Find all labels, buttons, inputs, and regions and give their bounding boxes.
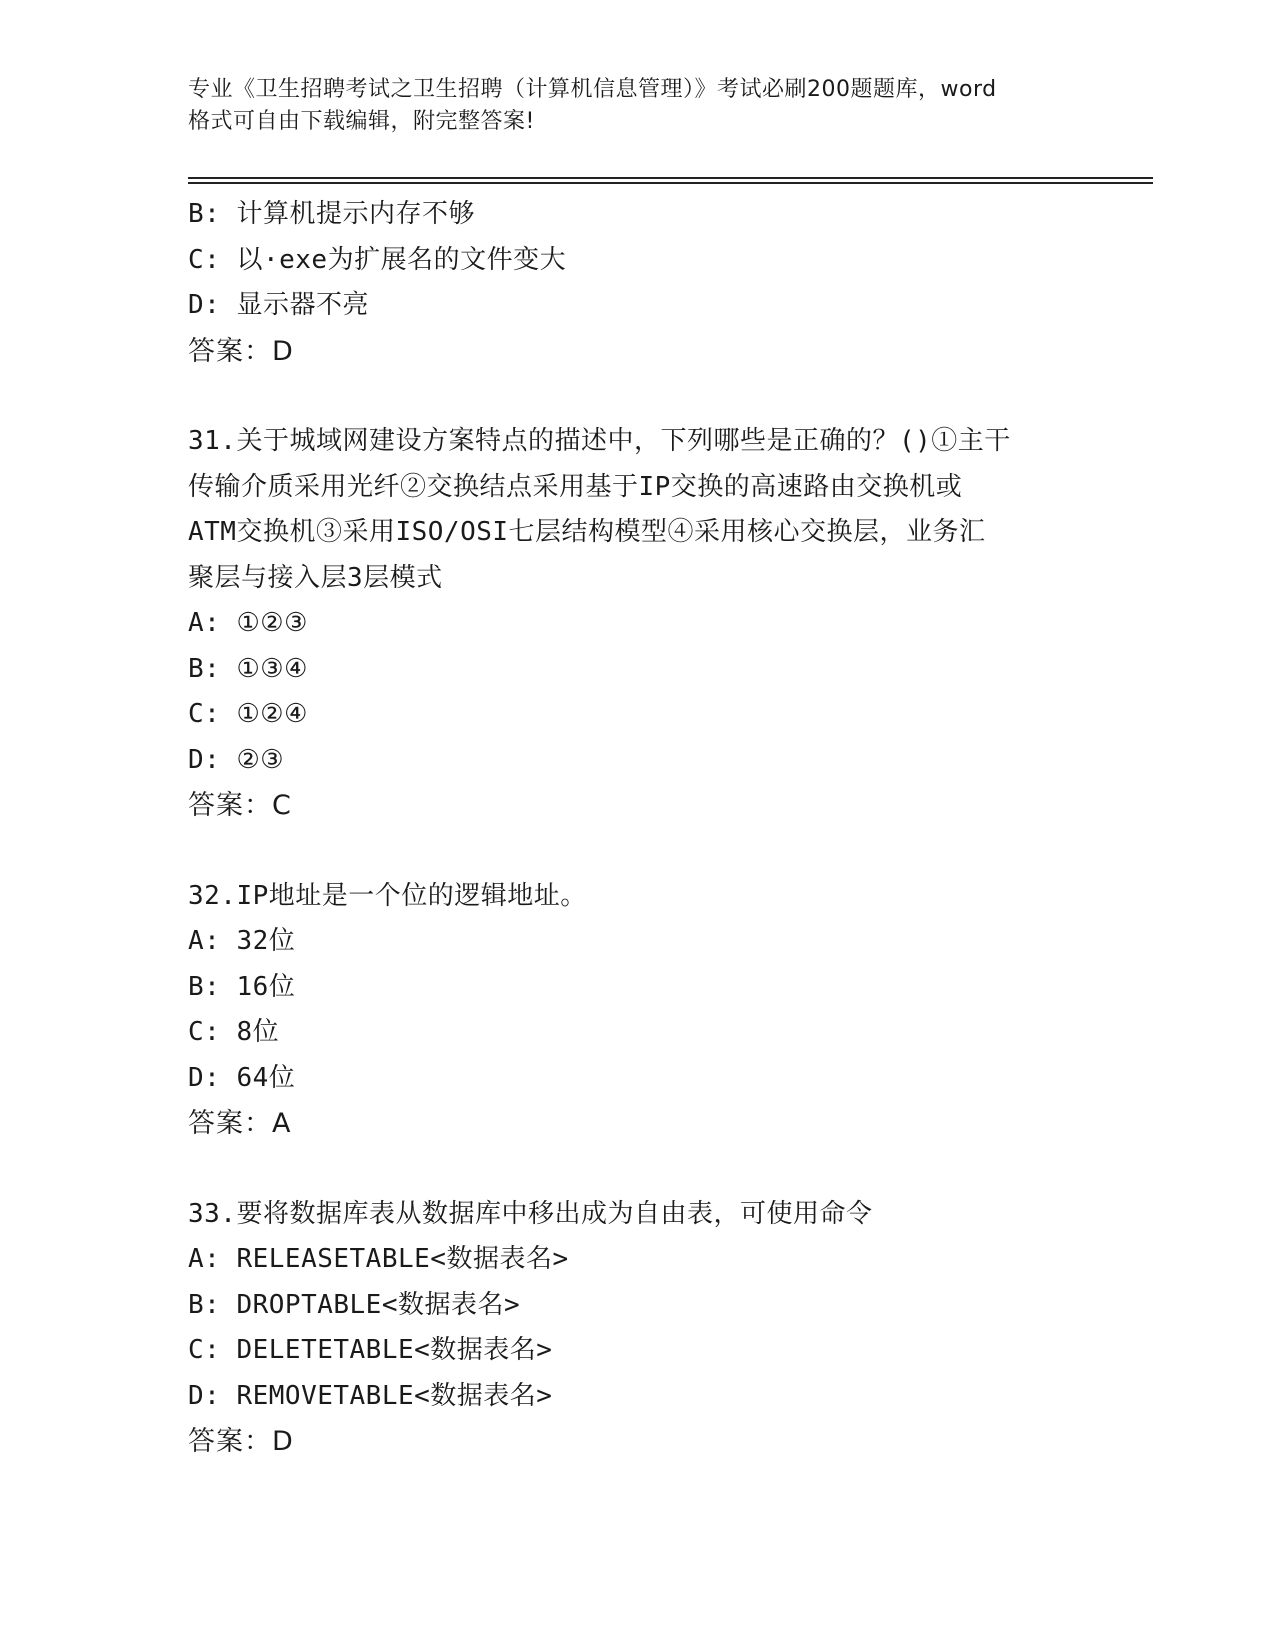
question-32-option-d: D: 64位 — [188, 1062, 296, 1093]
header-divider-bottom — [188, 182, 1153, 184]
previous-question-block — [188, 192, 1088, 374]
question-31-text-line-4: 聚层与接入层3层模式 — [188, 562, 443, 593]
question-32-text: 32.IP地址是一个位的逻辑地址。 — [188, 880, 587, 911]
option-b: B: 计算机提示内存不够 — [188, 199, 475, 229]
question-32-option-c: C: 8位 — [188, 1017, 280, 1047]
question-33-text: 33.要将数据库表从数据库中移出成为自由表，可使用命令 — [188, 1198, 873, 1229]
question-33-option-c: C: DELETETABLE<数据表名> — [188, 1335, 553, 1365]
question-32-option-b: B: 16位 — [188, 971, 296, 1002]
header-line-1: 专业《卫生招聘考试之卫生招聘（计算机信息管理）》考试必刷200题题库，word — [188, 77, 997, 102]
option-d: D: 显示器不亮 — [188, 290, 369, 320]
question-32-answer: 答案：A — [188, 1108, 292, 1139]
header-line-2: 格式可自由下载编辑，附完整答案! — [188, 109, 535, 134]
question-31-text-line-2: 传输介质采用光纤②交换结点采用基于IP交换的高速路由交换机或 — [188, 471, 963, 502]
question-32-block — [188, 874, 1088, 1147]
question-33-option-a: A: RELEASETABLE<数据表名> — [188, 1244, 569, 1274]
question-31-option-a: A: ①②③ — [188, 608, 308, 638]
option-c: C: 以·exe为扩展名的文件变大 — [188, 244, 567, 275]
answer-line: 答案：D — [188, 335, 294, 367]
question-33-block — [188, 1192, 1088, 1465]
question-33-answer: 答案：D — [188, 1426, 294, 1457]
question-31-block — [188, 419, 1088, 829]
question-content — [188, 192, 1088, 1465]
question-31-text-line-3: ATM交换机③采用ISO/OSI七层结构模型④采用核心交换层，业务汇 — [188, 517, 986, 547]
question-31-text-line-1: 31.关于城域网建设方案特点的描述中，下列哪些是正确的？()①主干 — [188, 426, 1011, 456]
question-33-option-d: D: REMOVETABLE<数据表名> — [188, 1380, 553, 1411]
header-divider-top — [188, 177, 1153, 179]
document-header — [188, 74, 1088, 138]
question-31-option-b: B: ①③④ — [188, 653, 308, 684]
question-31-option-c: C: ①②④ — [188, 699, 308, 729]
question-33-option-b: B: DROPTABLE<数据表名> — [188, 1289, 521, 1320]
question-31-answer: 答案：C — [188, 790, 292, 821]
question-31-option-d: D: ②③ — [188, 744, 285, 775]
question-32-option-a: A: 32位 — [188, 926, 296, 956]
